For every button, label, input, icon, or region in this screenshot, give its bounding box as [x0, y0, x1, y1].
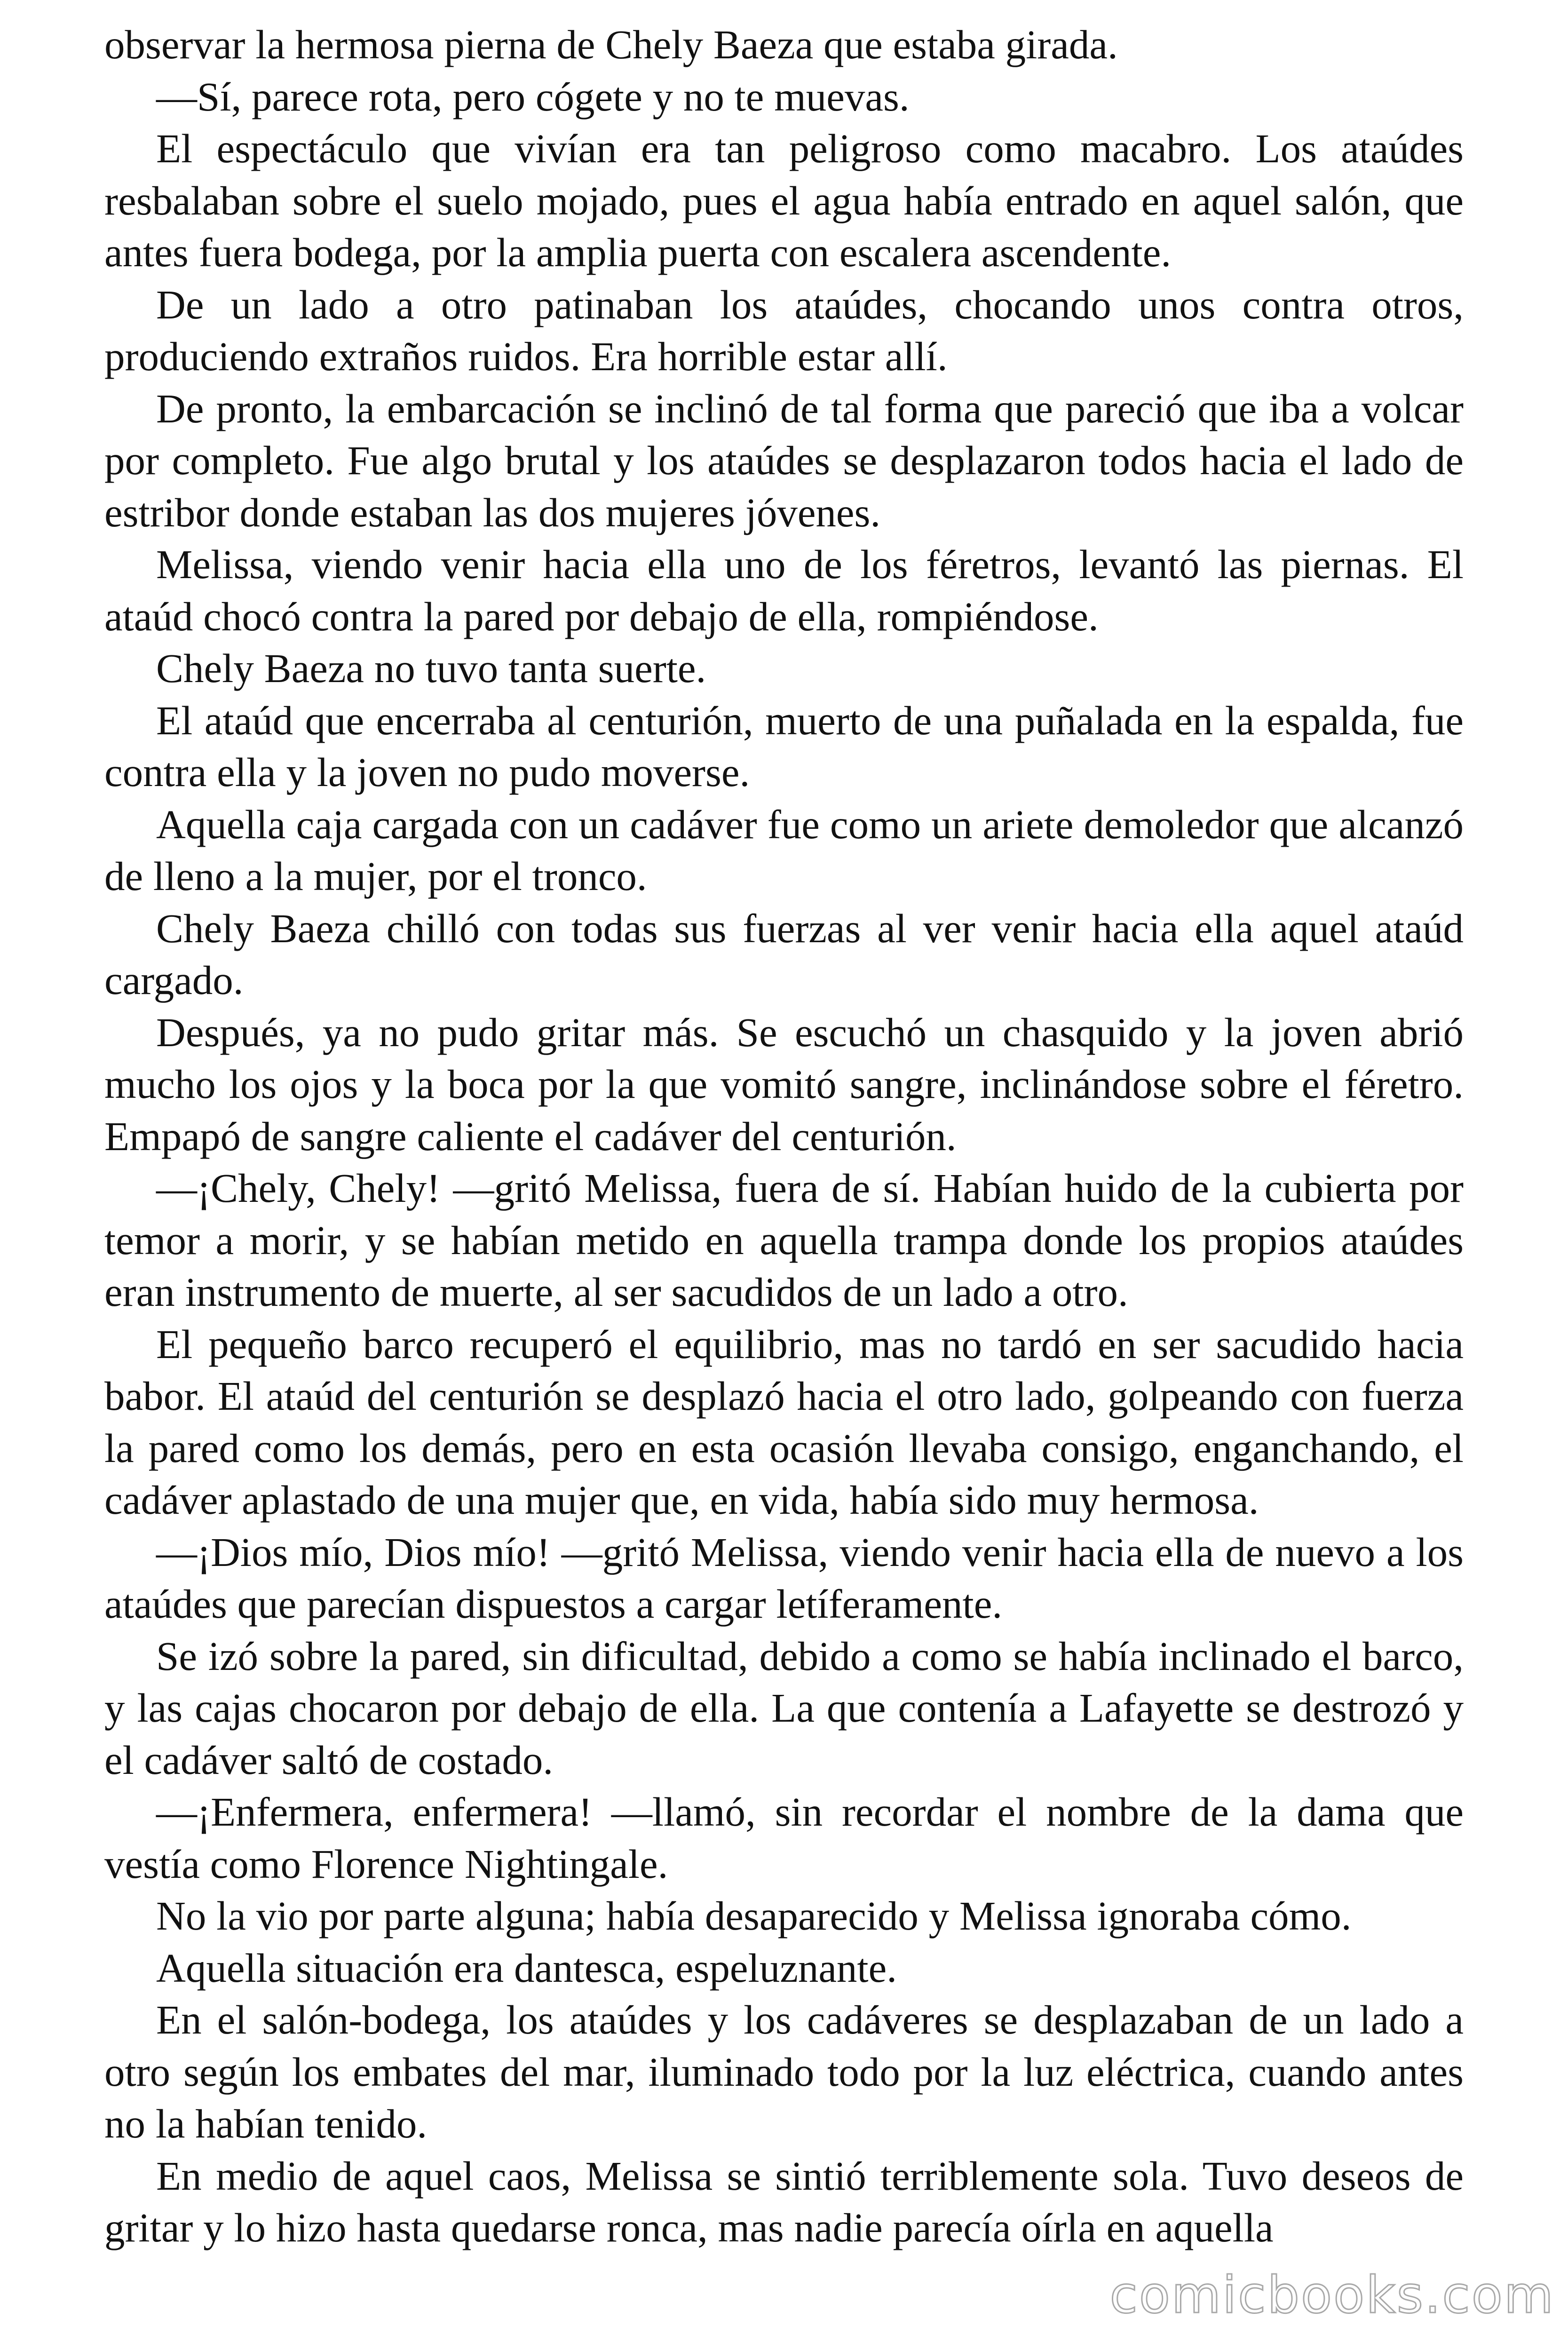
paragraph-16: —¡Enfermera, enfermera! —llamó, sin recordar el nombre de la dama que vestía como Florence Nightingale. — [104, 1789, 1464, 1887]
paragraph-1: observar la hermosa pierna de Chely Baeza que estaba girada. — [104, 22, 1118, 67]
watermark: comicbooks.com — [1109, 2266, 1555, 2325]
paragraph-3: El espectáculo que vivían era tan peligroso como macabro. Los ataúdes resbalaban sobre el suelo mojado, pues el agua había entrado en aquel salón, que antes fuera bodega, por la amplia puerta con escalera ascendente. — [104, 126, 1464, 275]
paragraph-8: El ataúd que encerraba al centurión, muerto de una puñalada en la espalda, fue contra ella y la joven no pudo moverse. — [104, 697, 1464, 795]
paragraph-12: —¡Chely, Chely! —gritó Melissa, fuera de sí. Habían huido de la cubierta por temor a morir, y se habían metido en aquella trampa donde los propios ataúdes eran instrumento de muerte, al ser sacudidos de un lado a otro. — [104, 1165, 1464, 1315]
paragraph-18: Aquella situación era dantesca, espeluznante. — [156, 1945, 897, 1991]
paragraph-10: Chely Baeza chilló con todas sus fuerzas al ver venir hacia ella aquel ataúd cargado. — [104, 905, 1464, 1003]
paragraph-14: —¡Dios mío, Dios mío! —gritó Melissa, viendo venir hacia ella de nuevo a los ataúdes que parecían dispuestos a cargar letíferamente. — [104, 1529, 1464, 1627]
book-page — [104, 19, 1464, 2333]
paragraph-17: No la vio por parte alguna; había desaparecido y Melissa ignoraba cómo. — [156, 1893, 1352, 1939]
paragraph-4: De un lado a otro patinaban los ataúdes, chocando unos contra otros, produciendo extraños ruidos. Era horrible estar allí. — [104, 281, 1464, 379]
paragraph-7: Chely Baeza no tuvo tanta suerte. — [156, 645, 706, 691]
paragraph-9: Aquella caja cargada con un cadáver fue como un ariete demoledor que alcanzó de lleno a la mujer, por el tronco. — [104, 801, 1464, 899]
paragraph-5: De pronto, la embarcación se inclinó de tal forma que pareció que iba a volcar por completo. Fue algo brutal y los ataúdes se desplazaron todos hacia el lado de estribor donde estaban las dos mujeres jóvenes. — [104, 385, 1464, 535]
paragraph-11: Después, ya no pudo gritar más. Se escuchó un chasquido y la joven abrió mucho los ojos y la boca por la que vomitó sangre, inclinándose sobre el féretro. Empapó de sangre caliente el cadáver del centurión. — [104, 1009, 1464, 1159]
paragraph-2: —Sí, parece rota, pero cógete y no te muevas. — [156, 73, 910, 119]
paragraph-20: En medio de aquel caos, Melissa se sintió terriblemente sola. Tuvo deseos de gritar y lo hizo hasta quedarse ronca, mas nadie parecía oírla en aquella — [104, 2153, 1464, 2250]
paragraph-13: El pequeño barco recuperó el equilibrio, mas no tardó en ser sacudido hacia babor. El ataúd del centurión se desplazó hacia el otro lado, golpeando con fuerza la pared como los demás, pero en esta ocasión llevaba consigo, enganchando, el cadáver aplastado de una mujer que, en vida, había sido muy hermosa. — [104, 1321, 1464, 1523]
paragraph-15: Se izó sobre la pared, sin dificultad, debido a como se había inclinado el barco, y las cajas chocaron por debajo de ella. La que contenía a Lafayette se destrozó y el cadáver saltó de costado. — [104, 1633, 1464, 1783]
paragraph-19: En el salón-bodega, los ataúdes y los cadáveres se desplazaban de un lado a otro según los embates del mar, iluminado todo por la luz eléctrica, cuando antes no la habían tenido. — [104, 1997, 1464, 2146]
paragraph-6: Melissa, viendo venir hacia ella uno de los féretros, levantó las piernas. El ataúd chocó contra la pared por debajo de ella, rompiéndose. — [104, 541, 1464, 639]
